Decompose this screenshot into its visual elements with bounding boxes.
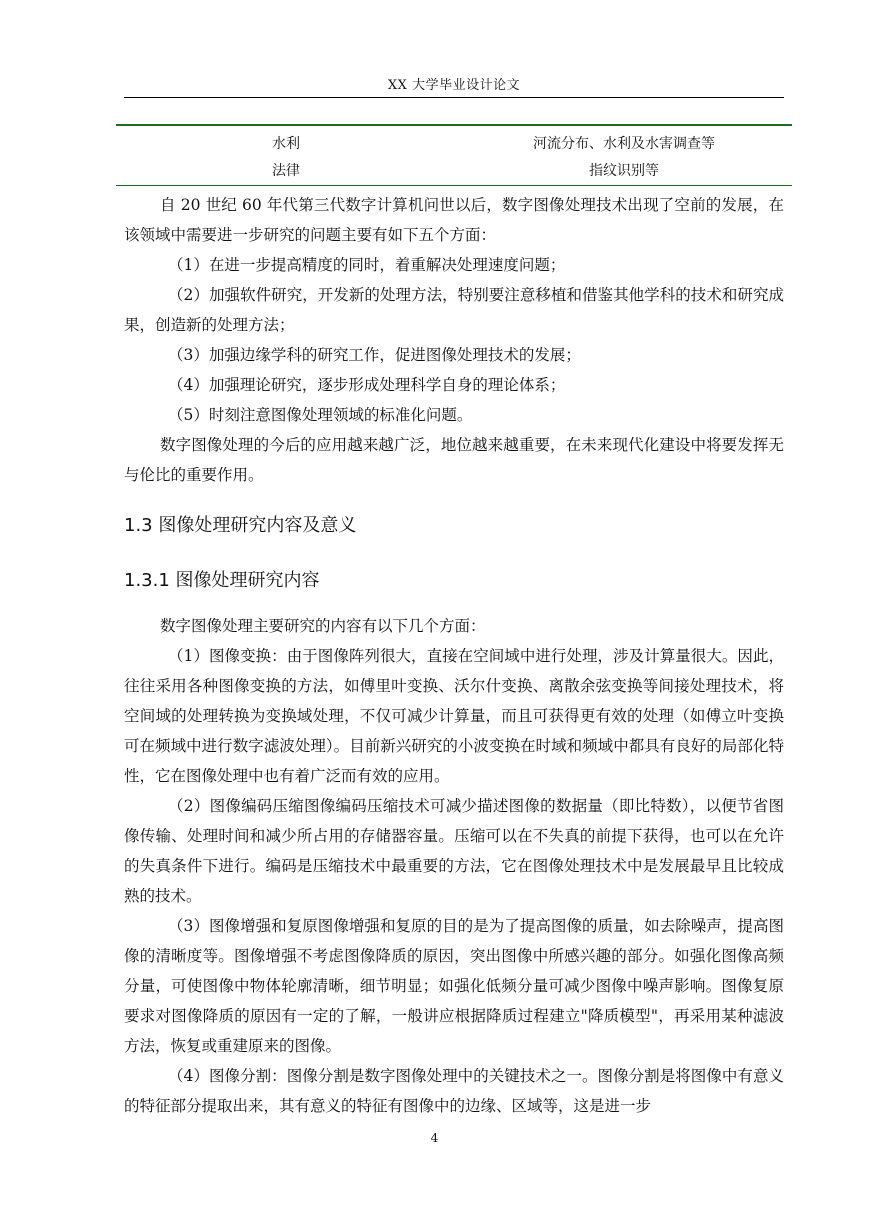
table-cell-application: 河流分布、水利及水害调查等 <box>533 136 715 152</box>
table-cell-application: 指纹识别等 <box>589 163 659 179</box>
list-item: （1）在进一步提高精度的同时，着重解决处理速度问题； <box>168 256 566 274</box>
lead-paragraph: 数字图像处理主要研究的内容有以下几个方面： <box>160 617 486 635</box>
table-row <box>116 130 792 158</box>
list-item: （5）时刻注意图像处理领域的标准化问题。 <box>168 406 473 424</box>
list-item: （3）图像增强和复原图像增强和复原的目的是为了提高图像的质量，如去除噪声，提高图像的清晰度等。图像增强不考虑图像降质的原因，突出图像中所感兴趣的部分。如强化图像高频分量，可使图像中物体轮廓清晰，细节明显；如强化低频分量可减少图像中噪声影响。图像复原要求对图像降质的原因有一定的了解，一般讲应根据降质过程建立"降质模型"，再采用某种滤波方法，恢复或重建原来的图像。 <box>124 917 784 1055</box>
page-number: 4 <box>430 1131 439 1145</box>
list-item: （2）图像编码压缩图像编码压缩技术可减少描述图像的数据量（即比特数），以便节省图像传输、处理时间和减少所占用的存储器容量。压缩可以在不失真的前提下获得，也可以在允许的失真条件下进行。编码是压缩技术中最重要的方法，它在图像处理技术中是发展最早且比较成熟的技术。 <box>124 797 784 905</box>
table-cell-field: 水利 <box>272 136 300 152</box>
table-bottom-rule <box>116 185 792 186</box>
section-heading: 1.3 图像处理研究内容及意义 <box>124 515 357 536</box>
running-header: XX 大学毕业设计论文 <box>387 78 521 93</box>
list-item: （2）加强软件研究，开发新的处理方法，特别要注意移植和借鉴其他学科的技术和研究成果，创造新的处理方法； <box>124 286 784 334</box>
list-item: （3）加强边缘学科的研究工作，促进图像处理技术的发展； <box>168 346 581 364</box>
list-item: （1）图像变换：由于图像阵列很大，直接在空间域中进行处理，涉及计算量很大。因此，往往采用各种图像变换的方法，如傅里叶变换、沃尔什变换、离散余弦变换等间接处理技术，将空间域的处理转换为变换域处理，不仅可减少计算量，而且可获得更有效的处理（如傅立叶变换可在频域中进行数字滤波处理）。目前新兴研究的小波变换在时域和频域中都具有良好的局部化特性，它在图像处理中也有着广泛而有效的应用。 <box>124 647 784 785</box>
header-rule <box>124 97 784 98</box>
subsection-heading: 1.3.1 图像处理研究内容 <box>124 570 320 591</box>
table-top-rule <box>116 124 792 126</box>
outlook-paragraph: 数字图像处理的今后的应用越来越广泛，地位越来越重要，在未来现代化建设中将要发挥无与伦比的重要作用。 <box>124 436 784 484</box>
table-cell-field: 法律 <box>272 163 300 179</box>
table-row <box>116 157 792 185</box>
intro-paragraph: 自 20 世纪 60 年代第三代数字计算机问世以后，数字图像处理技术出现了空前的发展，在该领域中需要进一步研究的问题主要有如下五个方面： <box>124 196 784 244</box>
list-item: （4）图像分割：图像分割是数字图像处理中的关键技术之一。图像分割是将图像中有意义的特征部分提取出来，其有意义的特征有图像中的边缘、区域等，这是进一步 <box>124 1067 784 1115</box>
list-item: （4）加强理论研究，逐步形成处理科学自身的理论体系； <box>168 376 566 394</box>
